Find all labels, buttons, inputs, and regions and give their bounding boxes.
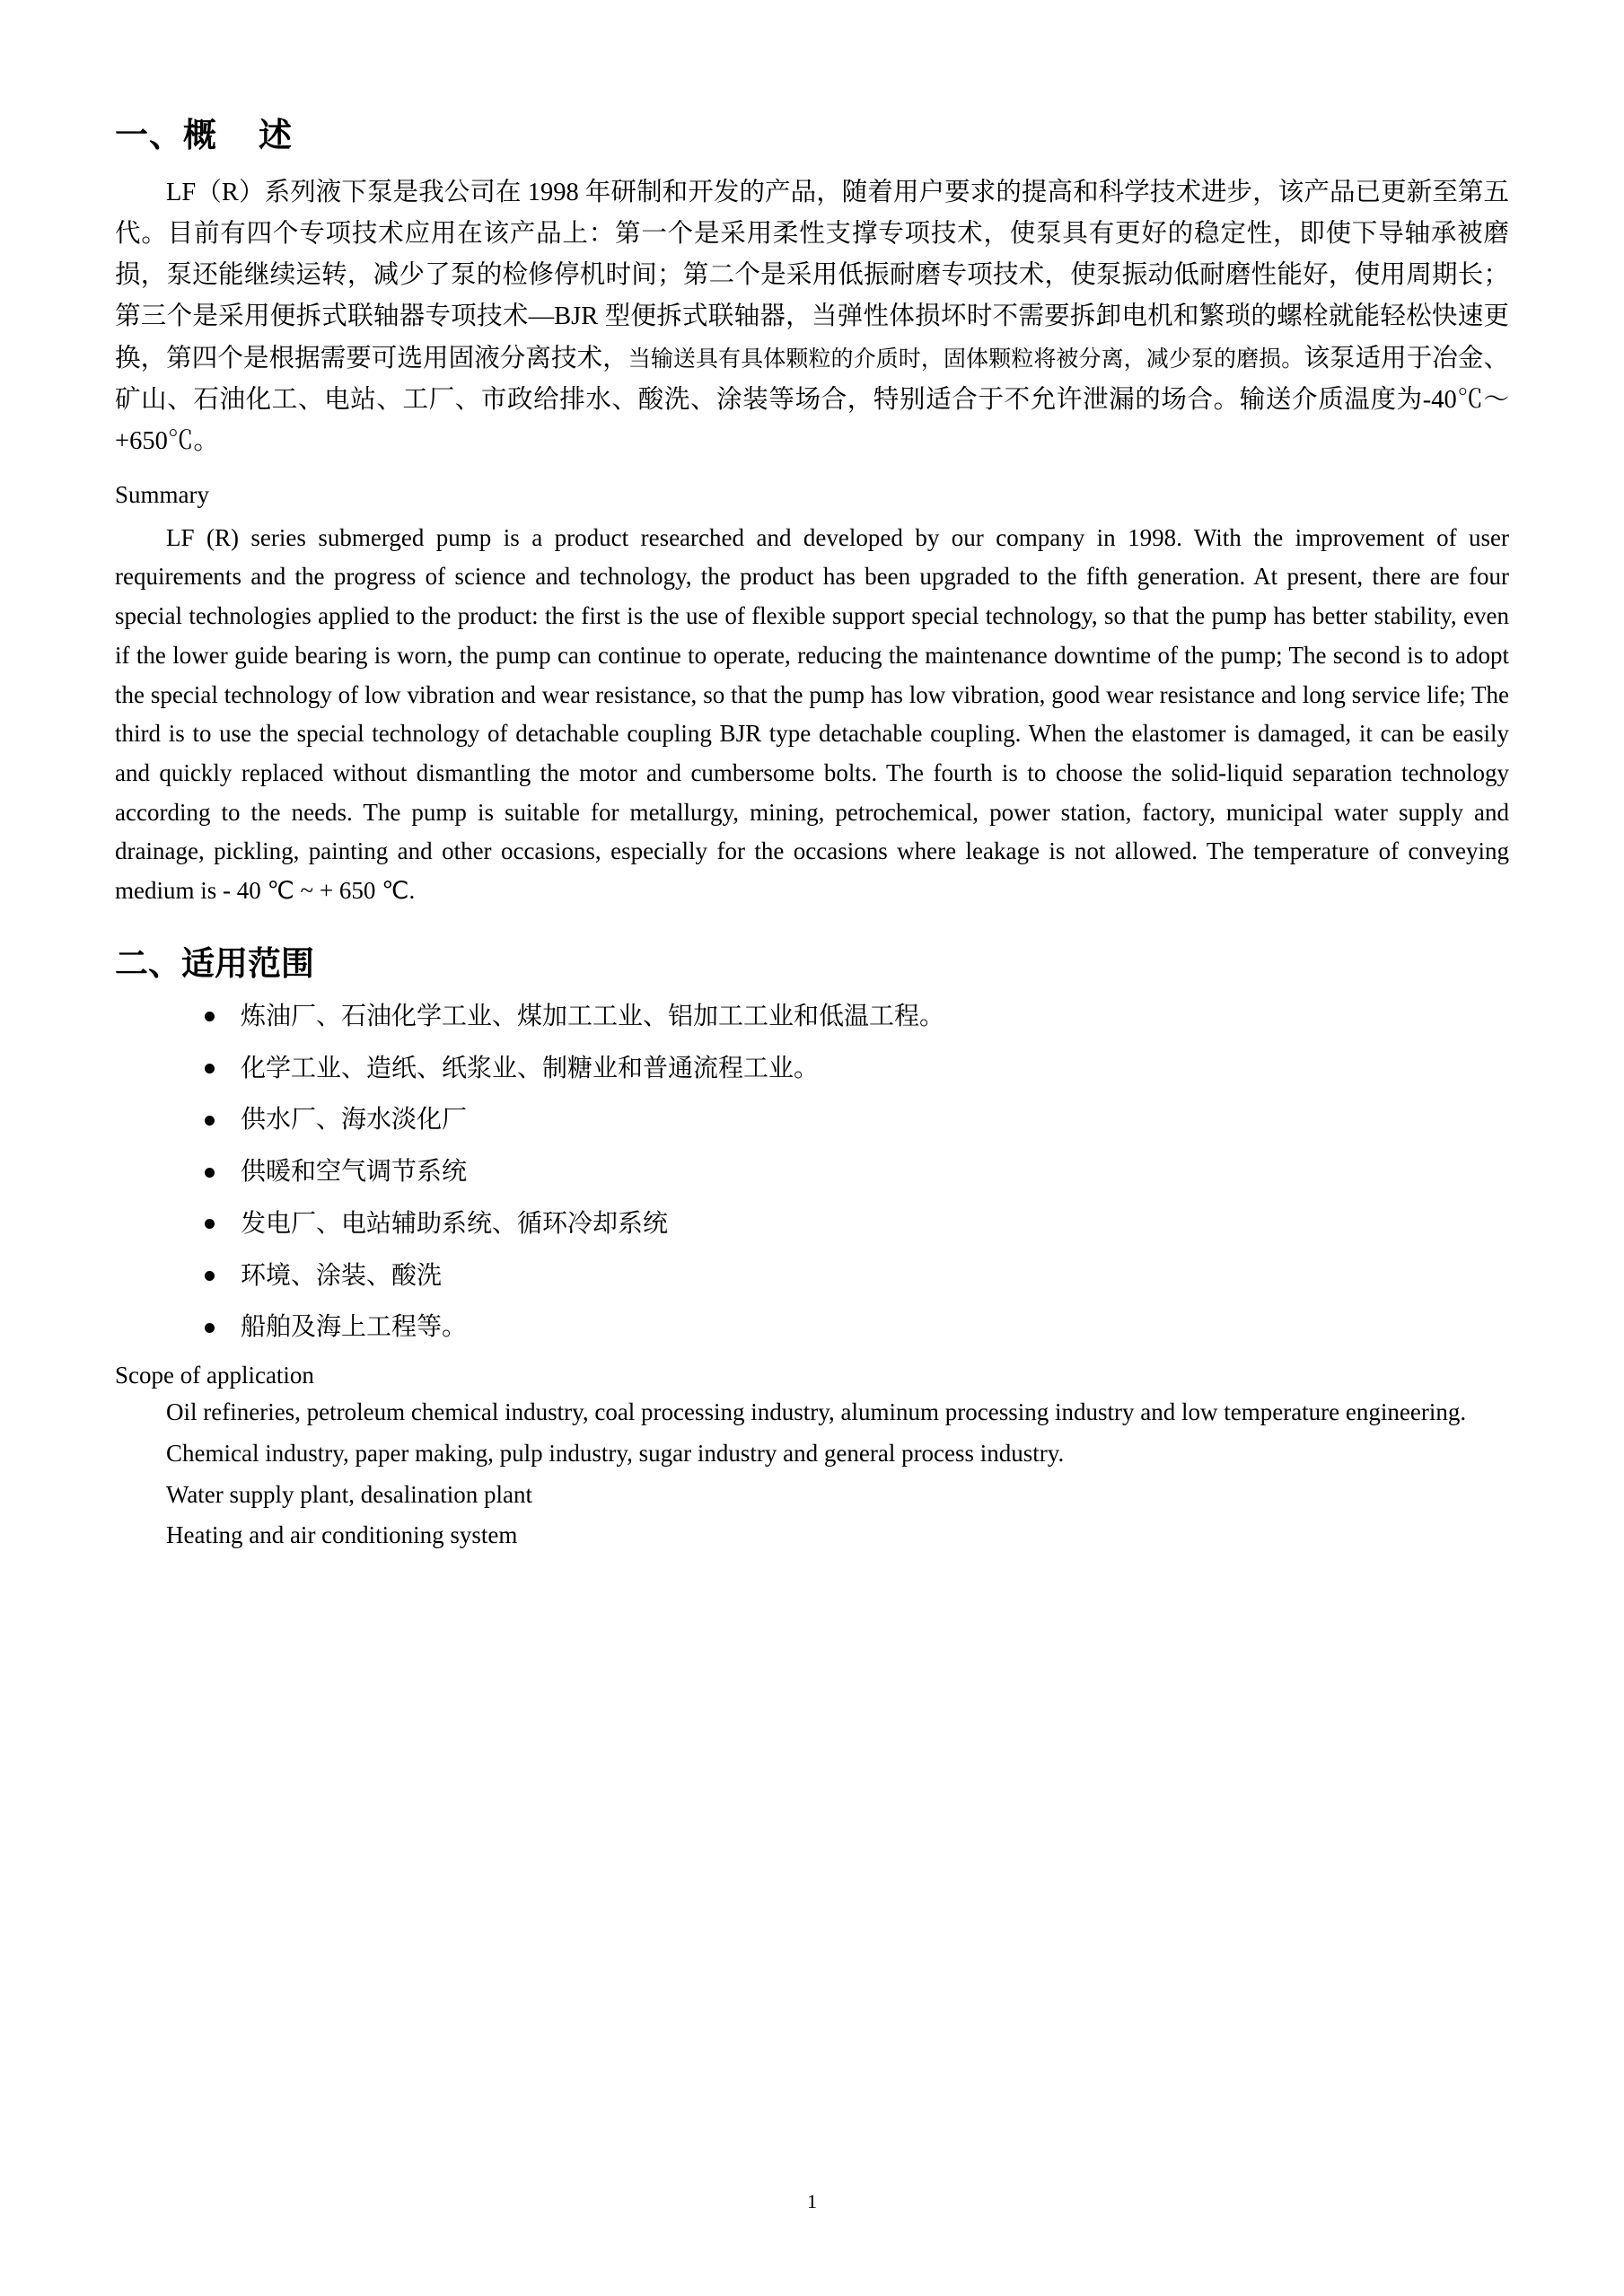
section-1-paragraph-cn-part1: LF（R）系列液下泵是我公司在 1998 年研制和开发的产品，随着用户要求的提高和科学技术进步，该产品已更新至第五代。目前有四个专项技术应用在该产品上：第一个是采用柔性支撑专项技术，使泵具有更好的稳定性，即使下导轴承被磨损，泵还能继续运转，减少了泵的检修停机时间；第二个是采用低振耐磨专项技术，使泵振动低耐磨性能好，使用周期长；第三个是采用便拆式联轴器专项技术—BJR 型便拆式联轴器，当弹性体损坏时不需要拆卸电机和繁琐的螺栓就能轻松快速更换，第四个是根据需要可选用固液分离技术， bbox=[115, 179, 1509, 372]
bullet-dot-icon bbox=[205, 1168, 215, 1178]
scope-of-application-label: Scope of application bbox=[115, 1362, 314, 1389]
section-1-heading-suffix: 述 bbox=[259, 118, 293, 154]
list-item bbox=[241, 999, 1509, 1035]
list-item bbox=[241, 1102, 1509, 1138]
summary-paragraph-en: LF (R) series submerged pump is a product researched and developed by our company in 1998. With the improvement of user requirements and the progress of science and technology, the product has been upgraded to the fifth generation. At present, there are four special technologies applied to the product: the first is the use of flexible support special technology, so that the pump has better stability, even if the lower guide bearing is worn, the pump can continue to operate, reducing the maintenance downtime of the pump; The second is to adopt the special technology of low vibration and wear resistance, so that the pump has low vibration, good wear resistance and long service life; The third is to use the special technology of detachable coupling BJR type detachable coupling. When the elastomer is damaged, it can be easily and quickly replaced without dismantling the motor and cumbersome bolts. The fourth is to choose the solid-liquid separation technology according to the needs. The pump is suitable for metallurgy, mining, petrochemical, power station, factory, municipal water supply and drainage, pickling, painting and other occasions, especially for the occasions where leakage is not allowed. The temperature of conveying medium is - 40 ℃ ~ + 650 ℃. bbox=[115, 523, 1509, 905]
bullet-dot-icon bbox=[205, 1012, 215, 1021]
list-item-label: 船舶及海上工程等。 bbox=[241, 1313, 468, 1342]
list-item-label: 发电厂、电站辅助系统、循环冷却系统 bbox=[241, 1209, 669, 1238]
list-item-label: 化学工业、造纸、纸浆业、制糖业和普通流程工业。 bbox=[241, 1054, 820, 1082]
scope-paragraph-4: Heating and air conditioning system bbox=[166, 1521, 518, 1549]
section-2-heading: 二、适用范围 bbox=[115, 945, 314, 983]
bullet-dot-icon bbox=[205, 1271, 215, 1281]
section-1-paragraph-cn-part3: 该泵适用于冶金、矿山、石油化工、电站、工厂、市政给排水、酸洗、涂装等场合，特别适合于不允许泄漏的场合。输送介质温度为-40℃～+650℃。 bbox=[115, 344, 1509, 455]
scope-paragraph-1: Oil refineries, petroleum chemical industry, coal processing industry, aluminum processing industry and low temperature engineering. bbox=[166, 1398, 1467, 1426]
scope-paragraph-3: Water supply plant, desalination plant bbox=[166, 1480, 532, 1508]
bullet-dot-icon bbox=[205, 1219, 215, 1229]
list-item-label: 供暖和空气调节系统 bbox=[241, 1158, 468, 1187]
bullet-dot-icon bbox=[205, 1323, 215, 1333]
list-item-label: 供水厂、海水淡化厂 bbox=[241, 1106, 468, 1135]
list-item bbox=[241, 1154, 1509, 1190]
list-item bbox=[241, 1310, 1509, 1345]
list-item bbox=[241, 1206, 1509, 1242]
page-number: 1 bbox=[807, 2190, 817, 2213]
list-item bbox=[241, 1051, 1509, 1087]
scope-bullet-list bbox=[115, 999, 1509, 1345]
list-item bbox=[241, 1258, 1509, 1294]
list-item-label: 环境、涂装、酸洗 bbox=[241, 1261, 443, 1290]
section-1-heading bbox=[115, 108, 1509, 156]
scope-paragraph-2: Chemical industry, paper making, pulp industry, sugar industry and general process industry. bbox=[166, 1439, 1065, 1467]
section-1-paragraph-cn bbox=[115, 172, 1509, 462]
bullet-dot-icon bbox=[205, 1116, 215, 1126]
list-item-label: 炼油厂、石油化学工业、煤加工工业、铝加工工业和低温工程。 bbox=[241, 1002, 945, 1030]
section-1-paragraph-cn-part2: 当输送具有具体颗粒的介质时，固体颗粒将被分离，减少泵的磨损。 bbox=[628, 346, 1304, 372]
bullet-dot-icon bbox=[205, 1064, 215, 1074]
section-1-heading-prefix: 一、概 bbox=[115, 118, 217, 154]
summary-label: Summary bbox=[115, 481, 209, 509]
